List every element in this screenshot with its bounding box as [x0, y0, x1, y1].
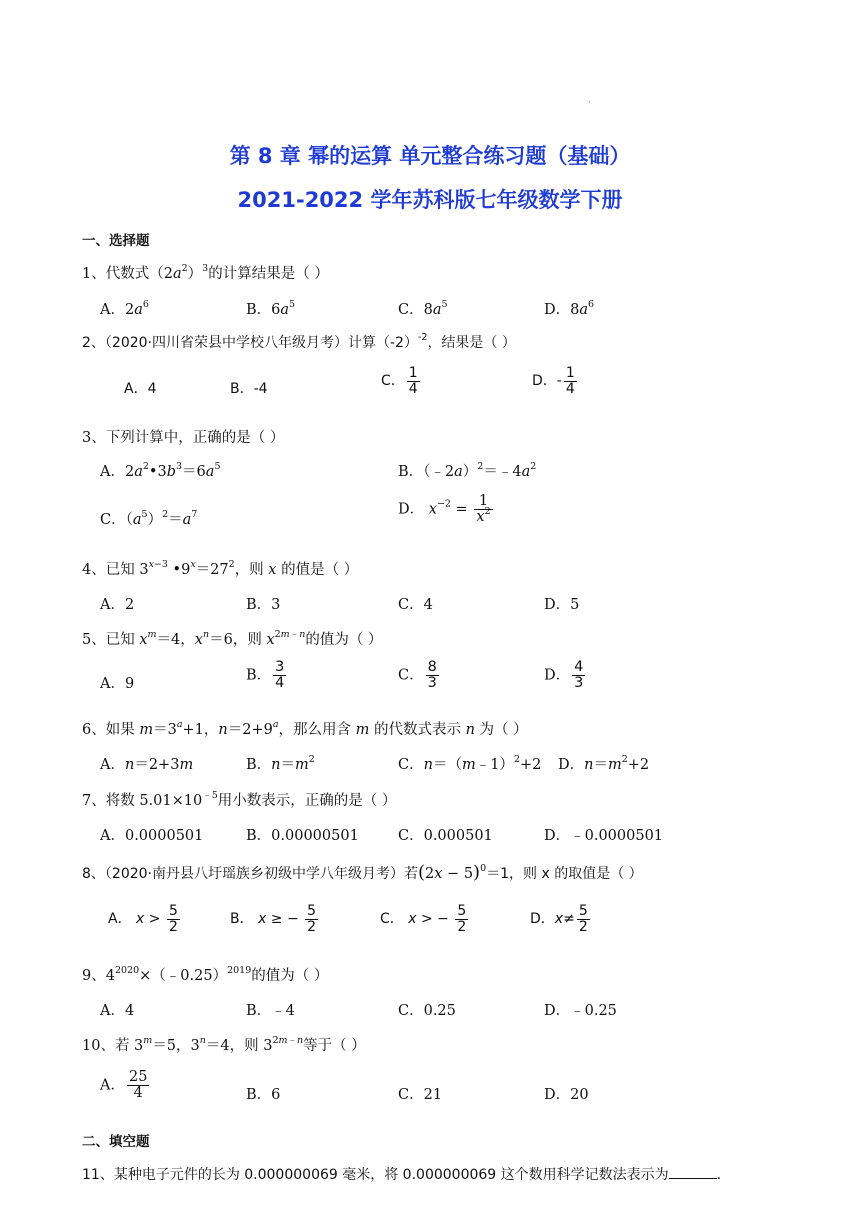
question-5-option-a: A．9 [100, 676, 135, 692]
question-3-option-d: D． $x^{-2}$ = $\frac{1}{x^2}$ [398, 493, 491, 526]
question-7-option-d: D．﹣0.0000501 [544, 828, 664, 844]
question-1-option-a: A．$2a^6$ [100, 299, 149, 318]
fraction: $\frac{1}{4}$ [408, 365, 418, 397]
question-2-stem: 2、（2020·四川省荣县中学校八年级月考）计算$(-2)^{-2}$，结果是（ ） [82, 332, 516, 351]
question-1-option-c: C．$8a^5$ [398, 299, 448, 318]
fraction: $\frac{3}{4}$ [275, 659, 285, 692]
question-8-stem: 8、（2020·南丹县八圩瑶族乡初级中学八年级月考）若$(2x - 5)^0=1$，则 x 的取值是（ ） [82, 862, 643, 883]
header-dot: · [588, 98, 591, 107]
question-5-option-d: D． $\frac{4}{3}$ [544, 659, 584, 692]
question-5-stem: 5、已知 $x^m=4$，$x^n=6$，则 $x^{2m﹣n}$的值为（ ） [82, 629, 383, 648]
question-6-option-b: B．$n=m^2$ [246, 754, 315, 773]
question-10-option-c: C．21 [398, 1087, 443, 1103]
question-2-option-c: C． $\frac{1}{4}$ [381, 365, 418, 397]
question-7-option-c: C．0.000501 [398, 828, 493, 844]
fraction: $\frac{1}{x^2}$ [476, 493, 491, 526]
fraction: $\frac{8}{3}$ [427, 659, 437, 692]
question-10-stem: 10、若 $3^m=5$，$3^n=4$，则 $3^{2m﹣n}$等于（ ） [82, 1035, 366, 1054]
question-11-stem: 11、某种电子元件的长为 0.000000069 毫米，将 0.000000069 这个数用科学记数法表示为 . [82, 1167, 722, 1183]
question-4-option-c: C．4 [398, 597, 433, 613]
question-7-option-a: A．0.0000501 [100, 828, 204, 844]
question-2-option-b: B．-4 [230, 381, 268, 397]
question-9-option-a: A．4 [100, 1003, 135, 1019]
question-9-option-d: D．﹣0.25 [544, 1003, 617, 1019]
question-9-option-c: C．0.25 [398, 1003, 456, 1019]
question-5-option-c: C． $\frac{8}{3}$ [398, 659, 437, 692]
fraction: $\frac{5}{2}$ [168, 903, 178, 935]
question-3-stem: 3、下列计算中，正确的是（ ） [82, 430, 285, 446]
question-4-option-d: D．5 [544, 597, 580, 613]
question-9-option-b: B．﹣4 [246, 1003, 295, 1019]
question-1-option-d: D．$8a^6$ [544, 299, 595, 318]
fraction: $\frac{4}{3}$ [574, 659, 584, 692]
question-6-option-a: A．n＝2+3m [100, 757, 194, 773]
question-3-option-c: C．$(a^5)^2=a^7$ [100, 509, 198, 528]
question-1-option-b: B．$6a^5$ [246, 299, 296, 318]
fraction: $\frac{5}{2}$ [457, 903, 467, 935]
question-4-option-a: A．2 [100, 597, 135, 613]
question-8-option-d: D．x≠ $\frac{5}{2}$ [530, 903, 588, 935]
question-5-option-b: B． $\frac{3}{4}$ [246, 659, 285, 692]
question-6-option-c: C．n＝（m﹣1）$^2$+2 [398, 754, 542, 773]
fraction: $\frac{25}{4}$ [128, 1069, 148, 1102]
question-8-option-c: C． x > − $\frac{5}{2}$ [380, 903, 467, 935]
question-3-option-b: B．$(﹣2a)^2=﹣4a^2$ [398, 461, 537, 480]
question-2-option-a: A．4 [124, 381, 157, 397]
question-4-stem: 4、已知 $3^{x-3}$ $•9^x=27^2$，则 x 的值是（ ） [82, 559, 359, 578]
question-3-option-a: A．$2a^2•3b^3=6a^5$ [100, 461, 221, 480]
question-10-option-d: D．20 [544, 1087, 589, 1103]
question-8-option-b: B． x ≥ − $\frac{5}{2}$ [230, 903, 317, 935]
answer-blank[interactable] [669, 1165, 717, 1179]
page-title-line1: 第 8 章 幂的运算 单元整合练习题（基础） [229, 144, 631, 168]
question-10-option-b: B．6 [246, 1087, 281, 1103]
fraction: $\frac{5}{2}$ [578, 903, 588, 935]
fraction: $\frac{1}{4}$ [565, 365, 575, 397]
question-4-option-b: B．3 [246, 597, 281, 613]
page-title-line2: 2021-2022 学年苏科版七年级数学下册 [237, 188, 623, 212]
question-6-option-d: D．$n=m^2+2$ [558, 754, 650, 773]
question-10-option-a: A． $\frac{25}{4}$ [100, 1069, 148, 1102]
question-7-stem: 7、将数 $5.01\times 10^{﹣5}$用小数表示，正确的是（ ） [82, 790, 397, 809]
question-7-option-b: B．0.00000501 [246, 828, 359, 844]
fraction: $\frac{5}{2}$ [307, 903, 317, 935]
question-8-option-a: A． x > $\frac{5}{2}$ [108, 903, 178, 935]
section-fill-heading: 二、填空题 [82, 1134, 150, 1150]
question-2-option-d: D．- $\frac{1}{4}$ [532, 365, 575, 397]
question-9-stem: 9、$4^{2020}\times(﹣0.25)^{2019}$的值为（ ） [82, 965, 329, 984]
question-6-stem: 6、如果 $m=3^a+1$，$n=2+9^a$，那么用含 m 的代数式表示 n 为（ ） [82, 719, 528, 738]
question-1-stem: 1、代数式$(2a^2)^3$的计算结果是（ ） [82, 263, 329, 282]
section-choice-heading: 一、选择题 [82, 233, 150, 249]
